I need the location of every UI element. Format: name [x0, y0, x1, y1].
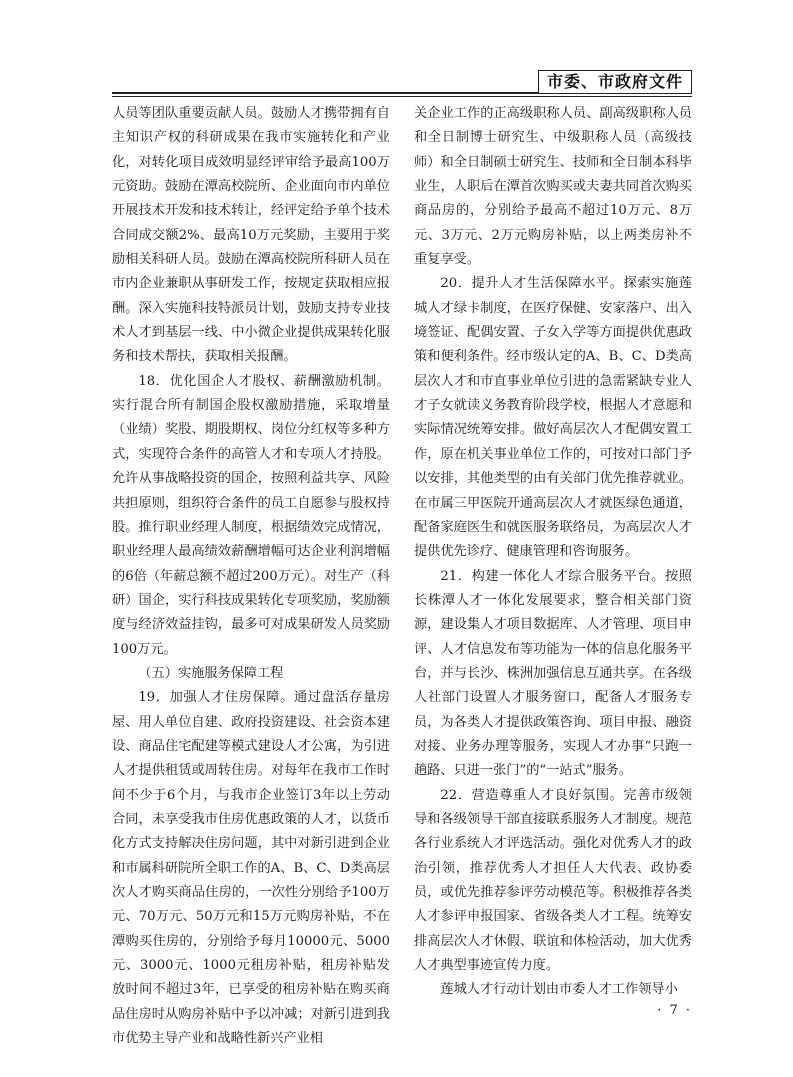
paragraph-item-19: 19．加强人才住房保障。通过盘活存量房屋、用人单位自建、政府投资建设、社会资本建设、商品住宅配建等模式建设人才公寓，为引进人才提供租赁或周转住房。对每年在我市工作时间不少于6个月，与我市企业签订3年以上劳动合同，未享受我市住房优惠政策的人才，以货币化方式支持解决住房问题，其中对新引进到企业和市属科研院所全职工作的A、B、C、D类高层次人才购买商品住房的，一次性分别给予100万元、70万元、50万元和15万元购房补贴，不在潭购买住房的，分别给予每月10000元、5000元、3000元、1000元租房补贴，租房补贴发放时间不超过3年，已享受的租房补贴在购买商品住房时从购房补贴中予以冲减；对新引进到我市优势主导产业和战略性新兴产业相: [112, 690, 390, 1047]
right-column: [414, 102, 692, 1003]
paragraph-item-21: 21．构建一体化人才综合服务平台。按照长株潭人才一体化发展要求，整合相关部门资源，建设集人才项目数据库、人才管理、项目申评、人才信息发布等功能为一体的信息化服务平台，并与长沙、株洲加强信息互通共享。在各级人社部门设置人才服务窗口，配备人才服务专员，为各类人才提供政策咨询、项目申报、融资对接、业务办理等服务，实现人才办事“只跑一趟路、只进一张门”的“一站式”服务。: [414, 568, 692, 779]
paragraph-closing: 莲城人才行动计划由市委人才工作领导小: [440, 982, 678, 998]
page-number: · 7 ·: [657, 1003, 692, 1018]
left-column: [112, 102, 390, 1051]
paragraph-item-20: 20．提升人才生活保障水平。探索实施莲城人才绿卡制度，在医疗保健、安家落户、出入境签证、配偶安置、子女入学等方面提供优惠政策和便利条件。经市级认定的A、B、C、D类高层次人才和市直事业单位引进的急需紧缺专业人才子女就读义务教育阶段学校，根据人才意愿和实际情况统筹安排。做好高层次人才配偶安置工作，原在机关事业单位工作的，可按对口部门予以安排，其他类型的由有关部门优先推荐就业。在市属三甲医院开通高层次人才就医绿色通道，配备家庭医生和就医服务联络员，为高层次人才提供优先诊疗、健康管理和咨询服务。: [414, 276, 692, 560]
paragraph-continued: 关企业工作的正高级职称人员、副高级职称人员和全日制博士研究生、中级职称人员（高级技师）和全日制硕士研究生、技师和全日制本科毕业生，人职后在潭首次购买或夫妻共同首次购买商品房的，分别给予最高不超过10万元、8万元、3万元、2万元购房补贴，以上两类房补不重复享受。: [414, 106, 692, 268]
section-heading: （五）实施服务保障工程: [138, 665, 284, 681]
header-rule-thin: [112, 96, 692, 97]
paragraph-item-18: 18．优化国企人才股权、薪酬激励机制。实行混合所有制国企股权激励措施，采取增量（业绩）奖股、期股期权、岗位分红权等多种方式，实现符合条件的高管人才和专项人才持股。允许从事战略投资的国企，按照利益共享、风险共担原则，组织符合条件的员工自愿参与股权持股。推行职业经理人制度，根据绩效完成情况，职业经理人最高绩效薪酬增幅可达企业利润增幅的6倍（年薪总额不超过200万元）。对生产（科研）国企，实行科技成果转化专项奖励，奖励额度与经济效益挂钩，最多可对成果研发人员奖励100万元。: [112, 373, 390, 657]
paragraph-item-22: 22．营造尊重人才良好氛围。完善市级领导和各级领导干部直接联系服务人才制度。规范各行业系统人才评选活动。强化对优秀人才的政治引领，推荐优秀人才担任人大代表、政协委员，或优先推荐参评劳动模范等。积极推荐各类人才参评申报国家、省级各类人才工程。统筹安排高层次人才休假、联谊和体检活动，加大优秀人才典型事迹宣传力度。: [414, 787, 692, 974]
paragraph-continued: 人员等团队重要贡献人员。鼓励人才携带拥有自主知识产权的科研成果在我市实施转化和产业化，对转化项目成效明显经评审给予最高100万元资助。鼓励在潭高校院所、企业面向市内单位开展技术开发和技术转让，经评定给予单个技术合同成交额2%、最高10万元奖励，主要用于奖励相关科研人员。鼓励在潭高校院所科研人员在市内企业兼职从事研发工作，按规定获取相应报酬。深入实施科技特派员计划，鼓励支持专业技术人才到基层一线、中小微企业提供成果转化服务和技术帮扶，获取相关报酬。: [112, 106, 390, 365]
section-header-title: 市委、市政府文件: [538, 70, 692, 93]
